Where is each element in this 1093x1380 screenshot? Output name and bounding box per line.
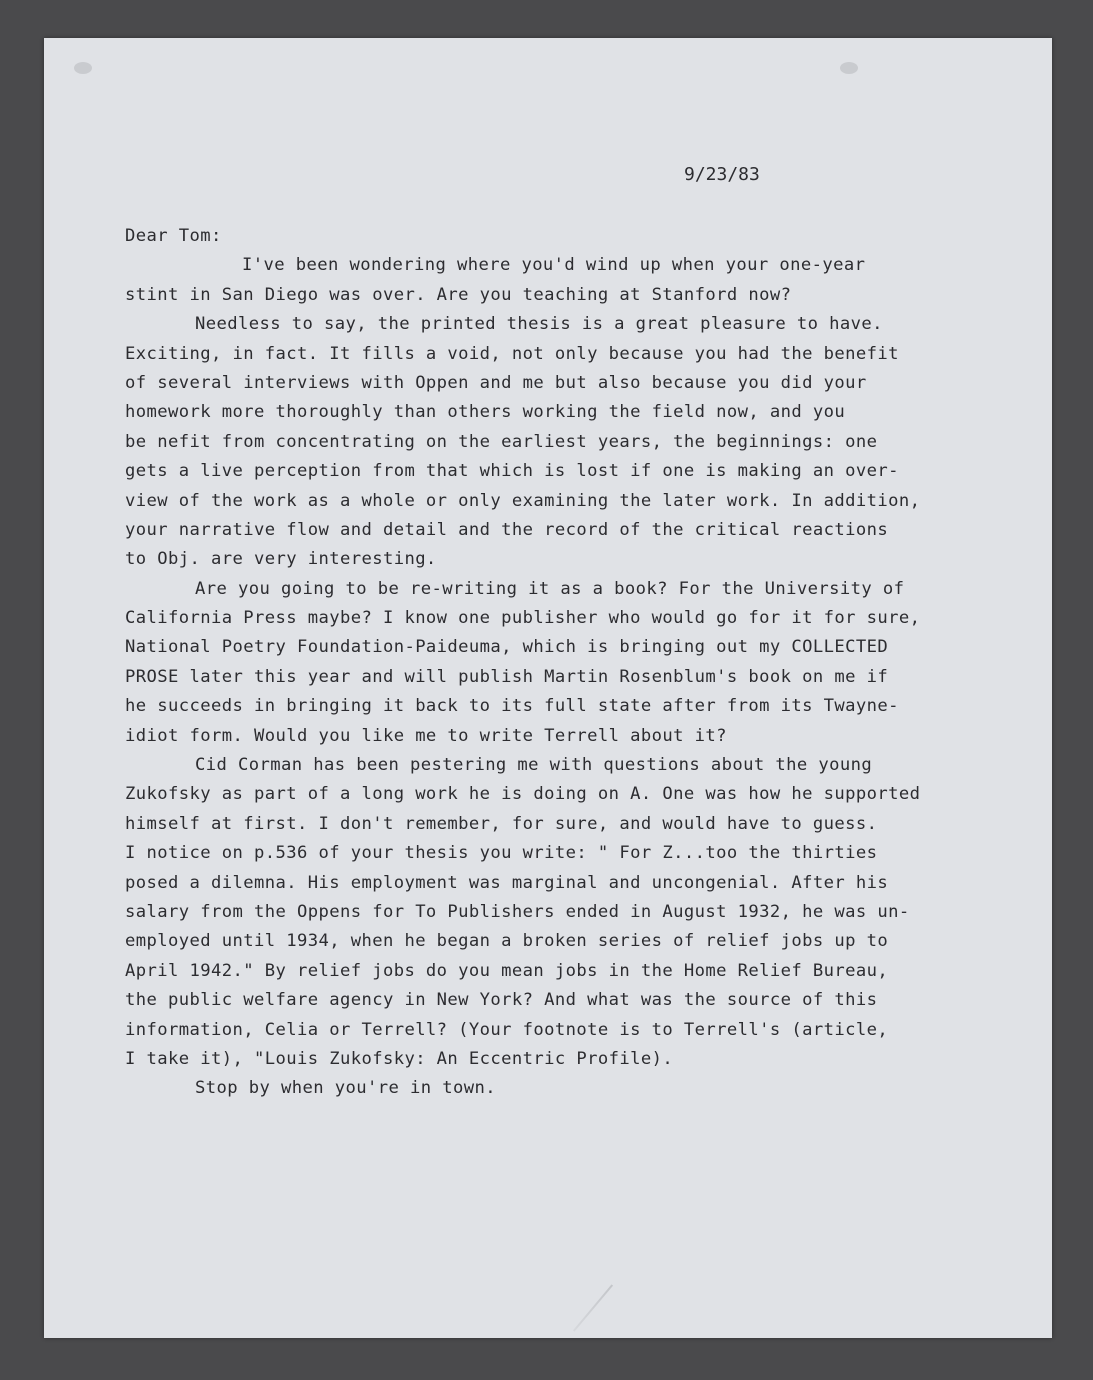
letter-line: I've been wondering where you'd wind up when your one-year [242,255,866,276]
letter-line: I take it), "Louis Zukofsky: An Eccentric Profile). [125,1048,674,1069]
letter-line: Stop by when you're in town. [195,1078,496,1099]
letter-line: National Poetry Foundation-Paideuma, which is bringing out my COLLECTED [125,637,889,658]
letter-page [44,38,1052,1338]
letter-line: Needless to say, the printed thesis is a great pleasure to have. [195,314,883,335]
letter-body [125,222,1025,1104]
punch-hole-right [840,62,858,74]
letter-line: of several interviews with Oppen and me but also because you did your [125,372,867,393]
letter-line: be nefit from concentrating on the earliest years, the beginnings: one [125,431,878,452]
letter-line: the public welfare agency in New York? And what was the source of this [125,990,878,1011]
punch-hole-left [74,62,92,74]
letter-line: your narrative flow and detail and the record of the critical reactions [125,519,889,540]
letter-line: salary from the Oppens for To Publishers ended in August 1932, he was un- [125,901,910,922]
letter-line: posed a dilemna. His employment was marginal and uncongenial. After his [125,872,889,893]
letter-line: employed until 1934, when he began a broken series of relief jobs up to [125,931,889,952]
letter-line: view of the work as a whole or only examining the later work. In addition, [125,490,921,511]
letter-line: stint in San Diego was over. Are you teaching at Stanford now? [125,284,792,305]
letter-line: himself at first. I don't remember, for sure, and would have to guess. [125,813,878,834]
letter-line: gets a live perception from that which is lost if one is making an over- [125,461,899,482]
letter-date: 9/23/83 [684,164,760,185]
letter-line: homework more thoroughly than others working the field now, and you [125,402,846,423]
letter-line: I notice on p.536 of your thesis you write: " For Z...too the thirties [125,843,878,864]
letter-line: Are you going to be re-writing it as a book? For the University of [195,578,905,599]
paper-crease-mark [573,1284,613,1331]
letter-line: April 1942." By relief jobs do you mean jobs in the Home Relief Bureau, [125,960,889,981]
letter-line: Zukofsky as part of a long work he is doing on A. One was how he supported [125,784,921,805]
letter-line: PROSE later this year and will publish Martin Rosenblum's book on me if [125,666,889,687]
letter-line: Cid Corman has been pestering me with questions about the young [195,755,873,776]
letter-line: information, Celia or Terrell? (Your footnote is to Terrell's (article, [125,1019,889,1040]
letter-line: Exciting, in fact. It fills a void, not only because you had the benefit [125,343,899,364]
letter-line: California Press maybe? I know one publisher who would go for it for sure, [125,608,921,629]
letter-line: to Obj. are very interesting. [125,549,437,570]
salutation: Dear Tom: [125,226,222,246]
letter-line: he succeeds in bringing it back to its full state after from its Twayne- [125,696,899,717]
letter-line: idiot form. Would you like me to write Terrell about it? [125,725,727,746]
